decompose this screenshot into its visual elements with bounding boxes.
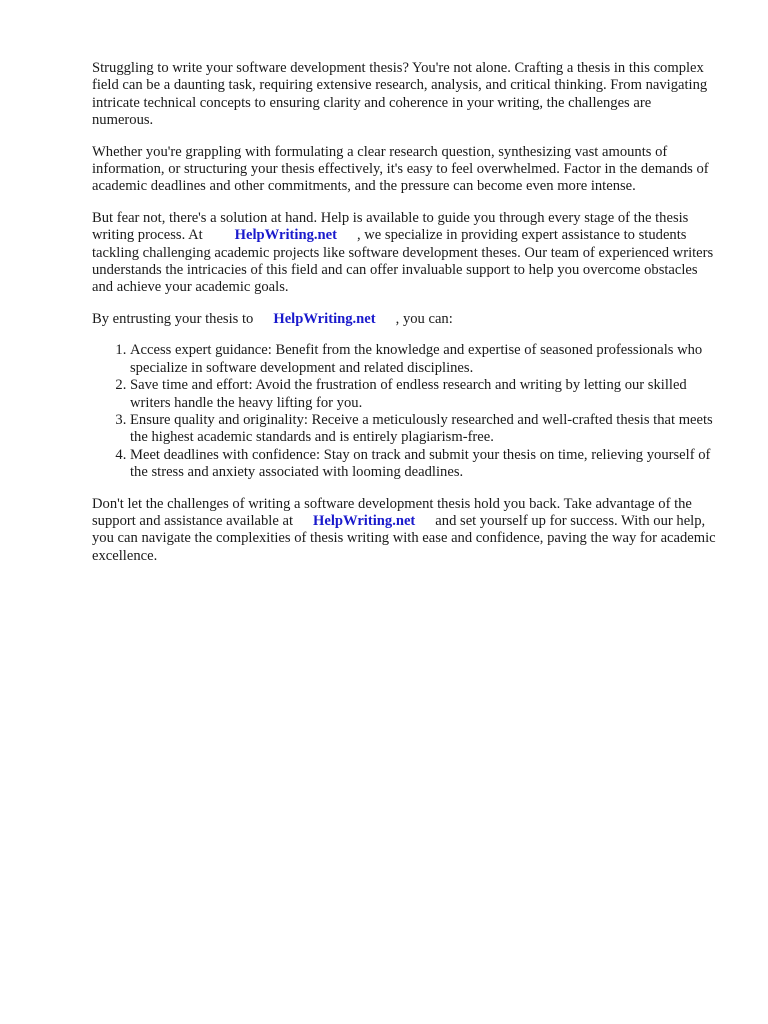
paragraph-closing xyxy=(92,496,716,566)
benefits-list xyxy=(92,342,716,481)
paragraph-solution xyxy=(92,210,716,297)
list-item: 4. Meet deadlines with confidence: Stay on track and submit your thesis on time, relieving yourself of the stress and anxiety associated with looming deadlines. xyxy=(130,447,716,482)
paragraph-entrusting-text-start: By entrusting your thesis to xyxy=(92,310,254,327)
paragraph-solution-text-end: , we specialize in providing expert assistance to students tackling challenging academic projects like software development theses. Our team of experienced writers understands the intricacies of this field and can offer invaluable support to help you overcome obstacles and achieve your academic goals. xyxy=(92,227,714,296)
paragraph-overwhelmed: Whether you're grappling with formulating a clear research question, synthesizing vast amounts of information, or structuring your thesis effectively, it's easy to feel overwhelmed. Factor in the demands of academic deadlines and other commitments, and the pressure can become even more intense. xyxy=(92,143,709,195)
list-item: 3. Ensure quality and originality: Receive a meticulously researched and well-crafted thesis that meets the highest academic standards and is entirely plagiarism-free. xyxy=(130,412,716,447)
paragraph-closing-text-start: Don't let the challenges of writing a software development thesis hold you back. Take advantage of the support and assistance available at xyxy=(92,495,692,529)
helpwriting-link-1[interactable]: HelpWriting.net xyxy=(234,227,337,244)
helpwriting-link-2[interactable]: HelpWriting.net xyxy=(273,310,376,327)
paragraph-entrusting-text-end: , you can: xyxy=(395,310,453,327)
list-item: 2. Save time and effort: Avoid the frustration of endless research and writing by letting our skilled writers handle the heavy lifting for you. xyxy=(130,377,716,412)
list-item: 1. Access expert guidance: Benefit from the knowledge and expertise of seasoned professionals who specialize in software development and related disciplines. xyxy=(130,342,716,377)
paragraph-closing-text-end: and set yourself up for success. With our help, you can navigate the complexities of thesis writing with ease and confidence, paving the way for academic excellence. xyxy=(92,512,716,564)
paragraph-solution-text-start: But fear not, there's a solution at hand. Help is available to guide you through every stage of the thesis writing process. At xyxy=(92,209,689,244)
document-page xyxy=(92,60,716,579)
paragraph-entrusting xyxy=(92,311,716,328)
paragraph-intro: Struggling to write your software development thesis? You're not alone. Crafting a thesis in this complex field can be a daunting task, requiring extensive research, analysis, and critical thinking. From navigating intricate technical concepts to ensuring clarity and coherence in your writing, the challenges are numerous. xyxy=(92,60,708,129)
helpwriting-link-3[interactable]: HelpWriting.net xyxy=(313,512,416,529)
